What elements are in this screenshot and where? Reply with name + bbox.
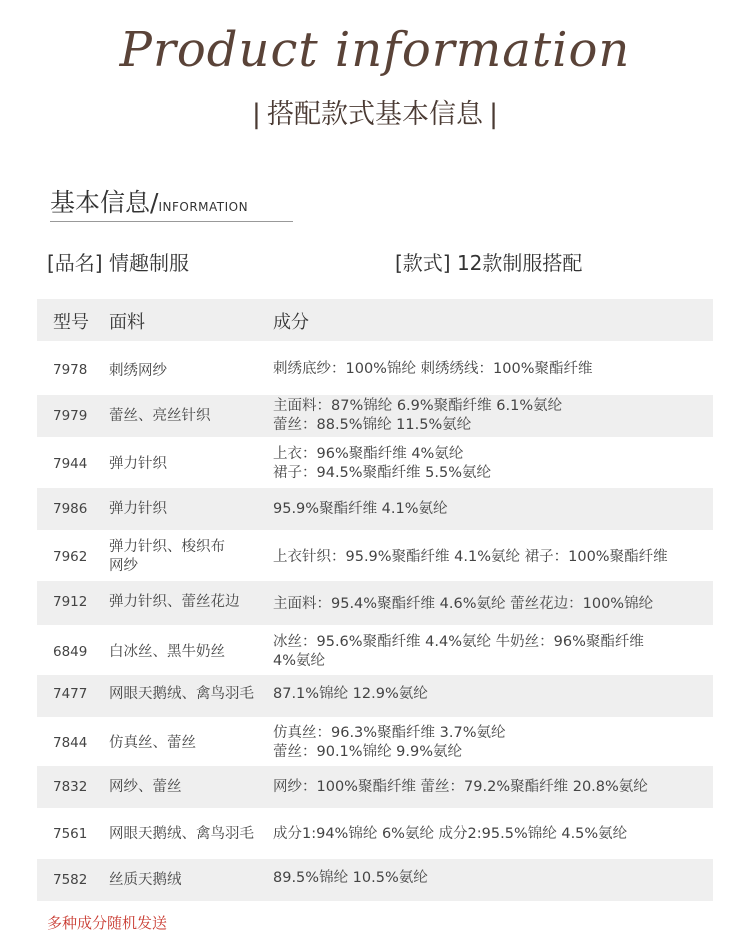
header-composition: 成分	[273, 312, 309, 333]
row-code: 7986	[53, 501, 88, 517]
hero-title: Product information	[119, 22, 631, 78]
row-fabric: 弹力针织、蕾丝花边	[109, 594, 240, 610]
row-composition: 主面料：87%锦纶 6.9%聚酯纤维 6.1%氨纶 蕾丝：88.5%锦纶 11.5%氨纶	[273, 398, 563, 433]
product-name: [品名] 情趣制服	[47, 251, 189, 275]
subtitle-text: 搭配款式基本信息	[267, 99, 483, 130]
section-slash: /	[150, 188, 159, 217]
row-fabric: 丝质天鹅绒	[109, 872, 182, 888]
table-row	[37, 441, 713, 485]
row-composition: 冰丝：95.6%聚酯纤维 4.4%氨纶 牛奶丝：96%聚酯纤维 4%氨纶	[273, 634, 644, 669]
row-fabric: 网眼天鹅绒、禽鸟羽毛	[109, 826, 254, 842]
page-subtitle	[0, 92, 750, 131]
table-row	[37, 675, 713, 717]
section-title-en: INFORMATION	[158, 200, 249, 214]
row-code: 7944	[53, 456, 88, 472]
section-divider	[50, 221, 293, 222]
product-style: [款式] 12款制服搭配	[395, 251, 583, 275]
header-fabric: 面料	[109, 312, 145, 333]
row-fabric: 弹力针织	[109, 456, 167, 472]
subtitle-right-bar: |	[489, 99, 499, 130]
row-composition: 87.1%锦纶 12.9%氨纶	[273, 686, 428, 702]
table-row	[37, 347, 713, 391]
row-composition: 95.9%聚酯纤维 4.1%氨纶	[273, 501, 448, 517]
row-composition: 上衣：96%聚酯纤维 4%氨纶 裙子：94.5%聚酯纤维 5.5%氨纶	[273, 446, 492, 481]
row-composition: 上衣针织：95.9%聚酯纤维 4.1%氨纶 裙子：100%聚酯纤维	[273, 549, 668, 565]
section-title-cn: 基本信息	[50, 188, 151, 217]
table-row	[37, 488, 713, 530]
row-code: 6849	[53, 644, 88, 660]
row-composition: 刺绣底纱：100%锦纶 刺绣绣线：100%聚酯纤维	[273, 361, 593, 377]
row-fabric: 白冰丝、黑牛奶丝	[109, 644, 225, 660]
row-fabric: 仿真丝、蕾丝	[109, 735, 196, 751]
row-code: 7912	[53, 594, 88, 610]
row-code: 7979	[53, 408, 88, 424]
row-composition: 主面料：95.4%聚酯纤维 4.6%氨纶 蕾丝花边：100%锦纶	[273, 596, 654, 612]
row-fabric: 弹力针织	[109, 501, 167, 517]
row-code: 7582	[53, 872, 88, 888]
table-header	[37, 299, 713, 341]
row-composition: 网纱：100%聚酯纤维 蕾丝：79.2%聚酯纤维 20.8%氨纶	[273, 779, 648, 795]
row-code: 7978	[53, 362, 88, 378]
table-row	[37, 395, 713, 437]
subtitle-left-bar: |	[251, 99, 261, 130]
row-code: 7477	[53, 686, 88, 702]
table-row	[37, 581, 713, 625]
row-composition: 仿真丝：96.3%聚酯纤维 3.7%氨纶 蕾丝：90.1%锦纶 9.9%氨纶	[273, 725, 506, 760]
row-code: 7561	[53, 826, 88, 842]
table-row	[37, 629, 713, 673]
row-fabric: 蕾丝、亮丝针织	[109, 408, 211, 424]
header-code: 型号	[53, 312, 89, 333]
row-composition: 89.5%锦纶 10.5%氨纶	[273, 870, 428, 886]
table-row	[37, 859, 713, 901]
random-composition-note: 多种成分随机发送	[47, 914, 168, 932]
row-fabric: 弹力针织、梭织布 网纱	[109, 539, 225, 574]
table-row	[37, 812, 713, 856]
row-composition: 成分1:94%锦纶 6%氨纶 成分2:95.5%锦纶 4.5%氨纶	[273, 826, 628, 842]
section-heading	[50, 183, 293, 223]
row-code: 7844	[53, 735, 88, 751]
table-row	[37, 534, 713, 580]
table-row	[37, 766, 713, 808]
row-fabric: 刺绣网纱	[109, 363, 167, 379]
row-fabric: 网纱、蕾丝	[109, 779, 182, 795]
row-code: 7832	[53, 779, 88, 795]
row-fabric: 网眼天鹅绒、禽鸟羽毛	[109, 686, 254, 702]
table-row	[37, 720, 713, 766]
row-code: 7962	[53, 549, 88, 565]
